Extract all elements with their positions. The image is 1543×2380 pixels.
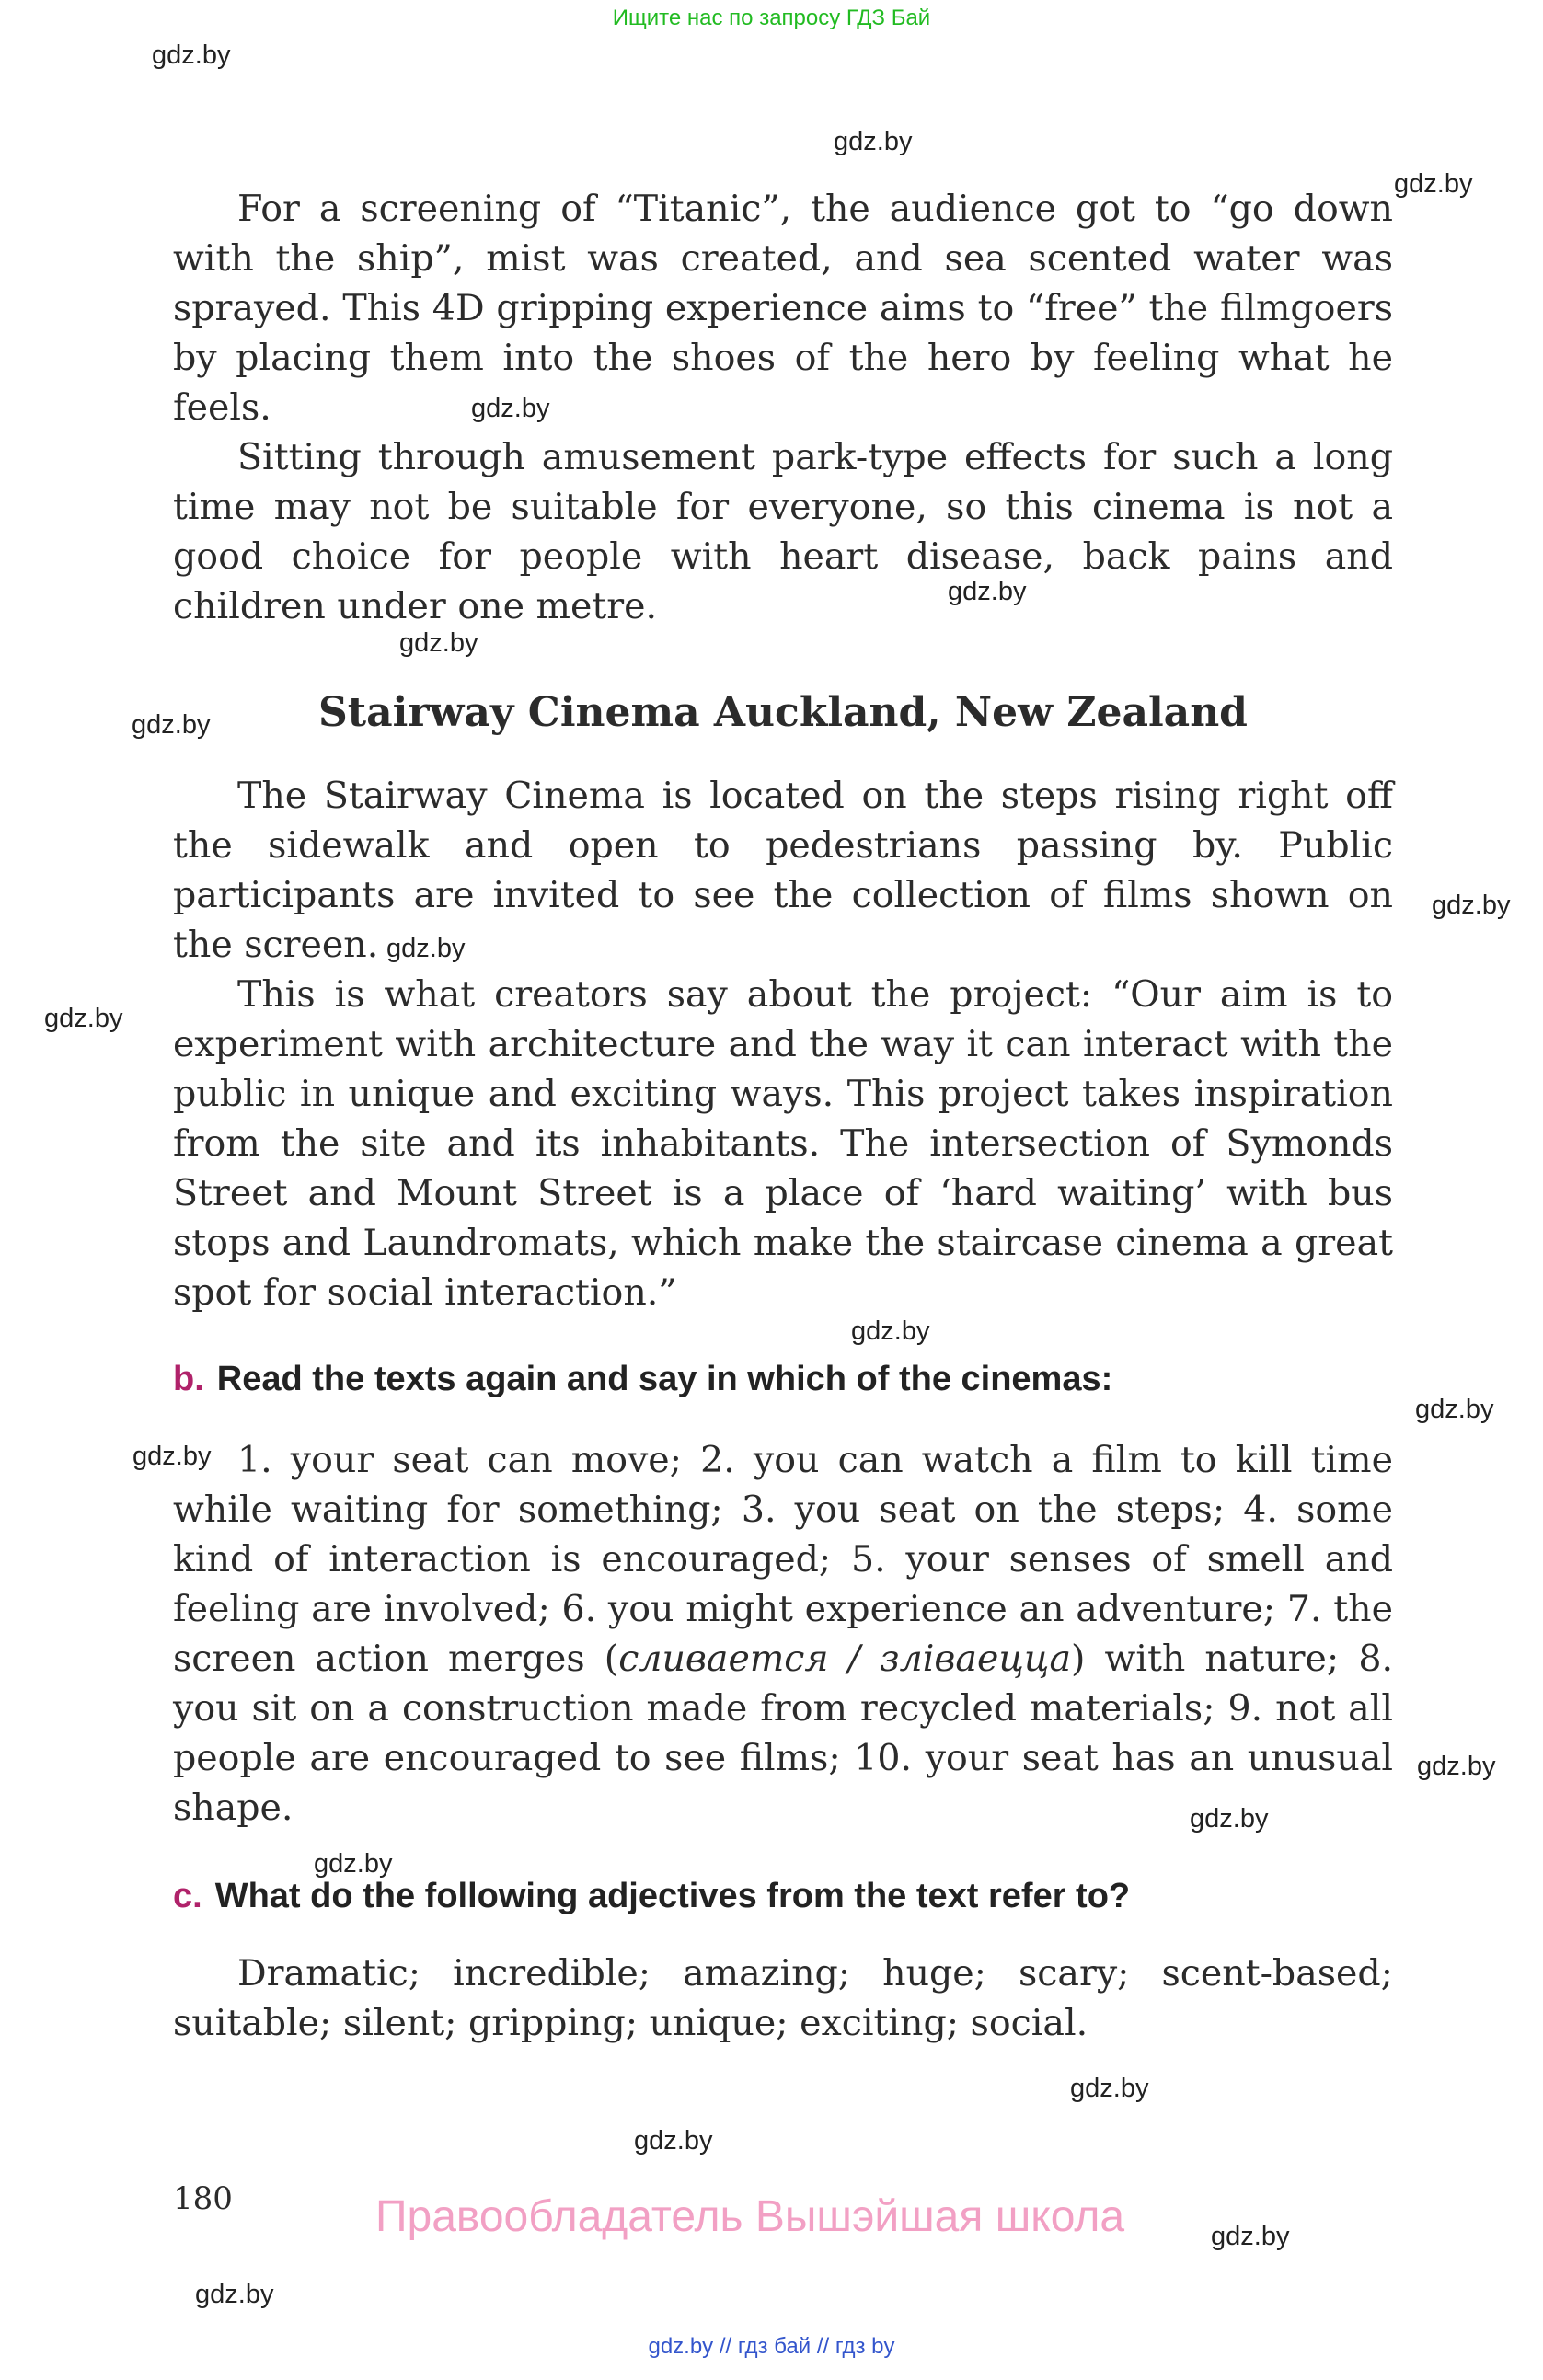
task-c-text: What do the following adjectives from the text refer to?	[214, 1877, 1131, 1915]
section-heading: Stairway Cinema Auckland, New Zealand	[318, 689, 1248, 736]
paragraph-titanic: For a screening of “Titanic”, the audience got to “go down with the ship”, mist was created, and sea scented water was sprayed. This 4D gripping experience aims to “free” the filmgoers by placing them into the shoes of the hero by feeling what he feels.	[173, 188, 1393, 429]
task-b-text: Read the texts again and say in which of the cinemas:	[216, 1360, 1113, 1398]
watermark: gdz.by	[386, 934, 466, 963]
paragraph-stairway-location: The Stairway Cinema is located on the steps rising right off the sidewalk and open to pedestrians passing by. Public participants are invited to see the collection of films shown on the screen.	[173, 775, 1393, 966]
watermark: gdz.by	[1211, 2222, 1290, 2251]
watermark: gdz.by	[851, 1316, 930, 1346]
task-b-list-part-2: ) with nature; 8. you sit on a construction made from recycled materials; 9. not all people are encouraged to see films; 10. your seat has an unusual shape.	[173, 1638, 1394, 1829]
watermark: gdz.by	[44, 1004, 123, 1033]
watermark: gdz.by	[834, 127, 913, 156]
task-b-list	[173, 1435, 1393, 1833]
watermark: gdz.by	[314, 1849, 393, 1879]
top-banner[interactable]: Ищите нас по запросу ГДЗ Бай	[612, 6, 931, 30]
paragraph-suitability: Sitting through amusement park-type effects for such a long time may not be suitable for everyone, so this cinema is not a good choice for people with heart disease, back pains and children under one metre.	[173, 436, 1393, 627]
watermark: gdz.by	[948, 577, 1027, 606]
copyright-notice: Правообладатель Вышэйшая школа	[375, 2192, 1125, 2241]
task-b-translation: сливается / зліваецца	[618, 1638, 1071, 1680]
task-c-letter: c.	[173, 1877, 202, 1915]
watermark: gdz.by	[1417, 1752, 1496, 1781]
watermark: gdz.by	[634, 2126, 713, 2156]
watermark: gdz.by	[1070, 2074, 1149, 2103]
watermark: gdz.by	[1415, 1395, 1494, 1424]
task-c-adjectives: Dramatic; incredible; amazing; huge; scary; scent-based; suitable; silent; gripping; unique; exciting; social.	[173, 1952, 1393, 2044]
watermark: gdz.by	[1394, 169, 1473, 199]
watermark: gdz.by	[152, 40, 231, 70]
watermark: gdz.by	[1432, 891, 1511, 920]
watermark: gdz.by	[132, 1442, 212, 1471]
task-b-list-part-1: 1. your seat can move; 2. you can watch a film to kill time while waiting for something; 3. you seat on the steps; 4. some kind of interaction is encouraged; 5. your senses of smell and feeling are involved; 6. you might experience an adventure; 7. the screen action merges (	[173, 1439, 1393, 1680]
task-b-letter: b.	[173, 1360, 204, 1398]
page-number: 180	[173, 2180, 233, 2217]
task-b-instruction	[173, 1356, 1393, 1402]
footer-link[interactable]: gdz.by // гдз бай // гдз by	[648, 2334, 895, 2359]
task-c-instruction	[173, 1873, 1393, 1919]
watermark: gdz.by	[1190, 1804, 1269, 1834]
watermark: gdz.by	[195, 2280, 274, 2309]
watermark: gdz.by	[132, 710, 211, 740]
watermark: gdz.by	[471, 394, 550, 423]
paragraph-creators-quote: This is what creators say about the project: “Our aim is to experiment with architecture and the way it can interact with the public in unique and exciting ways. This project takes inspiration from the site and its inhabitants. The intersection of Symonds Street and Mount Street is a place of ‘hard waiting’ with bus stops and Laundromats, which make the staircase cinema a great spot for social interaction.”	[173, 973, 1393, 1314]
watermark: gdz.by	[399, 628, 478, 658]
